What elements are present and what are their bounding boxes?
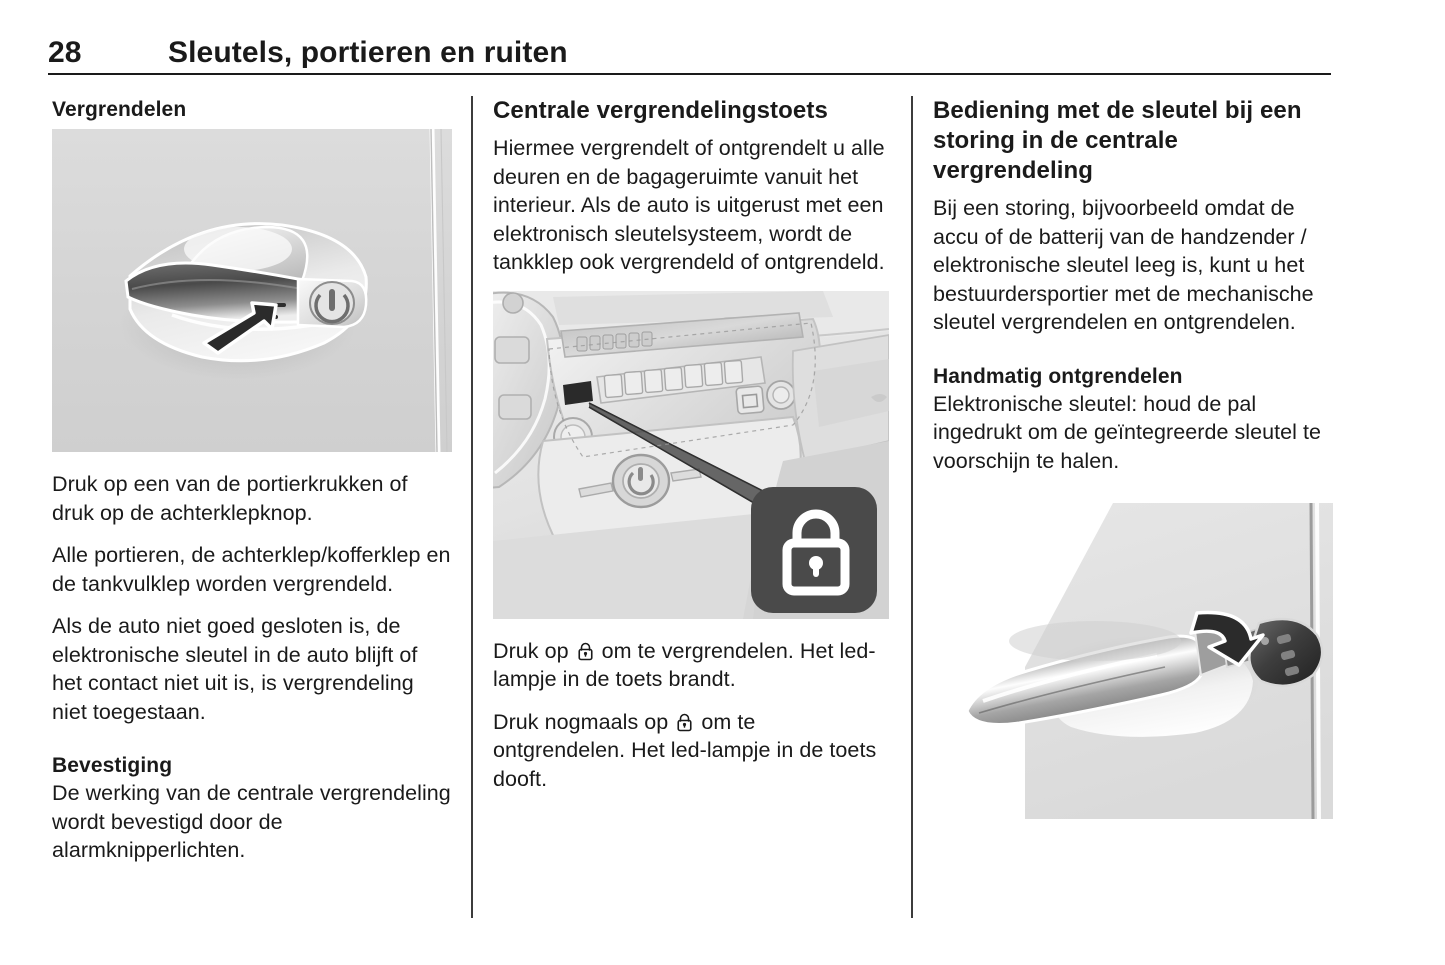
page-header	[48, 36, 1331, 76]
door-handle-press-illustration	[52, 129, 452, 452]
paragraph-right-intro: Bij een storing, bijvoorbeeld omdat de accu of de batterij van de handzender / elektronische sleutel leeg is, kunt u het bestuurdersportier met de mechanische sleutel vergrendelen en ontgrendelen.	[933, 196, 1314, 334]
figure-door-handle-press	[52, 129, 452, 452]
column-divider-2	[911, 96, 913, 918]
heading-handmatig-ontgrendelen: Handmatig ontgrendelen	[933, 364, 1183, 388]
heading-bevestiging: Bevestiging	[52, 754, 173, 777]
figure-door-handle-key	[933, 489, 1333, 819]
heading-vergrendelen: Vergrendelen	[52, 98, 187, 121]
page-number: 28	[48, 36, 82, 69]
page-title: Sleutels, portieren en ruiten	[168, 36, 568, 69]
padlock-inline-icon-1	[577, 641, 594, 661]
paragraph-bevestiging: De werking van de centrale vergrendeling wordt bevestigd door de alarmknipperlichten.	[52, 781, 451, 862]
paragraph-left-2: Alle portieren, de achterklep/kofferklep en de tankvulklep worden vergrendeld.	[52, 543, 451, 596]
column-divider-1	[471, 96, 473, 918]
dashboard-central-locking-illustration	[493, 291, 889, 619]
paragraph-middle-intro: Hiermee vergrendelt of ontgrendelt u alle deuren en de bagageruimte vanuit het interieur. Als de auto is uitgerust met een elektronisch sleutelsysteem, wordt de tankklep ook vergrendeld of ontgrendeld.	[493, 136, 885, 274]
heading-bediening-met-sleutel: Bediening met de sleutel bij een storing in de centrale vergrendeling	[933, 97, 1302, 184]
padlock-inline-icon-2	[676, 712, 693, 732]
paragraph-lock-instruction-2	[493, 708, 893, 794]
header-rule	[48, 73, 1331, 75]
lock-instr-2-before: Druk nogmaals op	[493, 709, 675, 734]
lock-instr-1-before: Druk op	[493, 638, 575, 663]
column-middle	[493, 96, 893, 807]
paragraph-left-1: Druk op een van de portierkrukken of druk op de achterklepknop.	[52, 472, 408, 525]
content-columns	[0, 96, 1445, 926]
heading-centrale-vergrendelingstoets: Centrale vergrendelingstoets	[493, 97, 828, 124]
lock-instr-1-after: om te vergrendelen. Het led-lampje in de toets brandt.	[493, 638, 876, 691]
door-handle-mechanical-key-illustration	[933, 489, 1333, 819]
column-right	[933, 96, 1333, 819]
paragraph-lock-instruction-1	[493, 637, 893, 694]
lock-instr-2-after: om te ontgrendelen. Het led-lampje in de toets dooft.	[493, 709, 877, 791]
column-left	[52, 96, 452, 879]
figure-dashboard-lock-button	[493, 291, 889, 619]
paragraph-handmatig-ontgrendelen: Elektronische sleutel: houd de pal ingedrukt om de geïntegreerde sleutel te voorschijn te halen.	[933, 391, 1322, 473]
paragraph-left-3: Als de auto niet goed gesloten is, de elektronische sleutel in de auto blijft of het contact niet uit is, is vergrendeling niet toegestaan.	[52, 614, 418, 724]
